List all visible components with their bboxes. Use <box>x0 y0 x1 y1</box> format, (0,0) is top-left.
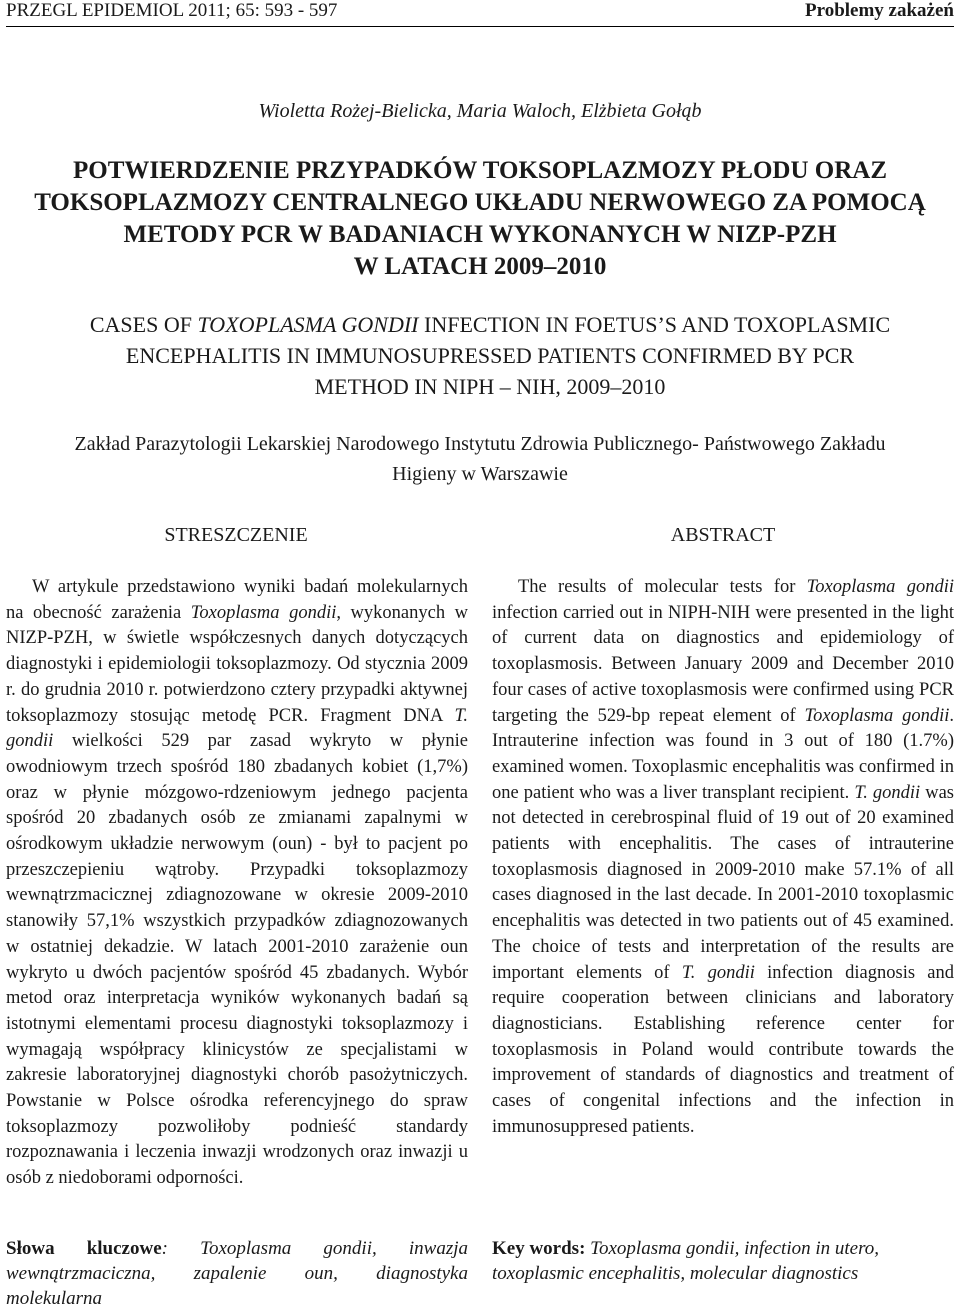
keywords-text: Toxoplasma gondii, infection in utero, toxoplasmic encephalitis, molecular diagnostics <box>492 1238 880 1284</box>
title-pl-line: W LATACH 2009–2010 <box>353 253 607 280</box>
body-text: was not detected in cerebrospinal fluid of 19 out of 20 examined patients with encephalitis. The cases of intrauterine toxoplasmosis diagnosed in 2009-2010 make 57.1% of all cases diagnosed in the last decade. In 2001-2010 toxoplasmic encephalitis was detected in two patients out of 45 examined. The choice of tests and interpretation of the results are important elements of <box>492 782 954 983</box>
affiliation-line: Higieny w Warszawie <box>392 463 568 485</box>
title-en-text: CASES OF <box>89 312 198 337</box>
title-en-line: ENCEPHALITIS IN IMMUNOSUPRESSED PATIENTS CONFIRMED BY PCR <box>125 343 855 368</box>
abstract-body <box>492 575 954 1140</box>
journal-citation: PRZEGL EPIDEMIOL 2011; 65: 593 - 597 <box>6 0 338 21</box>
streszczenie-body <box>6 575 468 1192</box>
title-polish <box>20 155 940 283</box>
keywords-text: Toxoplasma gondii, inwazja wewnątrzmaciczna, zapalenie oun, diagnostyka molekularna <box>6 1238 469 1309</box>
keywords-polish <box>6 1236 468 1311</box>
title-english <box>40 309 940 402</box>
keywords-label: Key words: <box>492 1238 586 1259</box>
species-name: Toxoplasma gondii <box>806 577 954 597</box>
abstract-heading: ABSTRACT <box>670 524 776 546</box>
title-pl-line: POTWIERDZENIE PRZYPADKÓW TOKSOPLAZMOZY PŁODU ORAZ <box>73 157 887 184</box>
species-name: Toxoplasma gondii <box>190 602 337 623</box>
affiliation-line: Zakład Parazytologii Lekarskiej Narodowego Instytutu Zdrowia Publicznego- Państwowego Zakładu <box>74 433 886 455</box>
title-en-line <box>40 309 940 340</box>
body-text: , wykonanych w NIZP-PZH, w świetle współczesnych danych dotyczących diagnostyki i epidemiologii toksoplazmozy. Od stycznia 2009 r. do grudnia 2010 r. potwierdzono cztery przypadki aktywnej toksoplazmozy stosując metodę PCR. Fragment DNA <box>6 602 468 726</box>
streszczenie-heading: STRESZCZENIE <box>164 524 308 546</box>
species-name: T. gondii <box>6 705 468 752</box>
body-text: The results of molecular tests for <box>518 577 807 597</box>
body-text: infection carried out in NIPH-NIH were presented in the light of current data on diagnostics and epidemiology of toxoplasmosis. Between January 2009 and December 2010 four cases of active toxoplasmosis were confirmed using PCR targeting the 529-bp repeat element of <box>492 602 954 726</box>
streszczenie-paragraph <box>6 575 468 1192</box>
species-name: Toxoplasma gondii <box>804 705 950 726</box>
keywords-separator: : <box>161 1238 201 1259</box>
abstract-paragraph <box>492 575 954 1140</box>
author-list: Wioletta Rożej-Bielicka, Maria Waloch, Elżbieta Gołąb <box>258 100 702 122</box>
body-text: infection diagnosis and require cooperation between clinicians and laboratory diagnosticians. Establishing reference center for toxoplasmosis in Poland would contribute towards the improvement of standards of diagnostics and treatment of cases of congenital infections and the infection in immunosuppresed patients. <box>492 962 954 1137</box>
body-text: wielkości 529 par zasad wykryto w płynie owodniowym trzech spośród 180 zbadanych kobiet (1,7%) oraz w płynie mózgowo-rdzeniowym jednego pacjenta spośród 20 zbadanych osób ze zmianami zapalnymi w ośrodkowym układzie nerwowym (oun) - był to pacjent po przeszczepieniu wątroby. Przypadki toksoplazmozy wewnątrzmacicznej zdiagnozowane w okresie 2009-2010 stanowiły 57,1% wszystkich przypadków zdiagnozowanych w ostatniej dekadzie. W latach 2001-2010 zarażenie oun wykryto u dwóch pacjentów spośród 45 zbadanych. Wybór metod oraz interpretacja wyników wykonanych badań są istotnymi elementami procesu diagnostyki toksoplazmozy i wymagają współpracy klinicystów ze specjalistami w zakresie laboratoryjnej diagnostyki chorób pasożytniczych. Powstanie w Polsce ośrodka referencyjnego do spraw toksoplazmozy pozwoliłoby podnieść standardy rozpoznawania i leczenia inwazji wrodzonych oraz inwazji u osób z niedoborami odporności. <box>6 731 468 1189</box>
title-pl-line: METODY PCR W BADANIACH WYKONANYCH W NIZP-PZH <box>123 221 837 248</box>
title-en-species: TOXOPLASMA GONDII <box>197 312 419 337</box>
body-text: W artykule przedstawiono wyniki badań molekularnych na obecność zarażenia <box>6 577 468 623</box>
title-pl-line: TOKSOPLAZMOZY CENTRALNEGO UKŁADU NERWOWEGO ZA POMOCĄ <box>34 189 926 216</box>
running-header <box>6 0 954 27</box>
title-en-text: INFECTION IN FOETUS’S AND TOXOPLASMIC <box>418 312 891 337</box>
affiliation <box>16 429 944 489</box>
keywords-label: Słowa kluczowe <box>6 1238 162 1259</box>
species-name: T. gondii <box>681 962 755 983</box>
title-en-line: METHOD IN NIPH – NIH, 2009–2010 <box>314 374 666 399</box>
keywords-english <box>492 1236 954 1286</box>
section-name: Problemy zakażeń <box>805 0 954 21</box>
species-name: T. gondii <box>854 782 921 803</box>
body-text: . Intrauterine infection was found in 3 out of 180 (1.7%) examined women. Toxoplasmic encephalitis was confirmed in one patient who was a liver transplant recipient. <box>492 705 955 803</box>
